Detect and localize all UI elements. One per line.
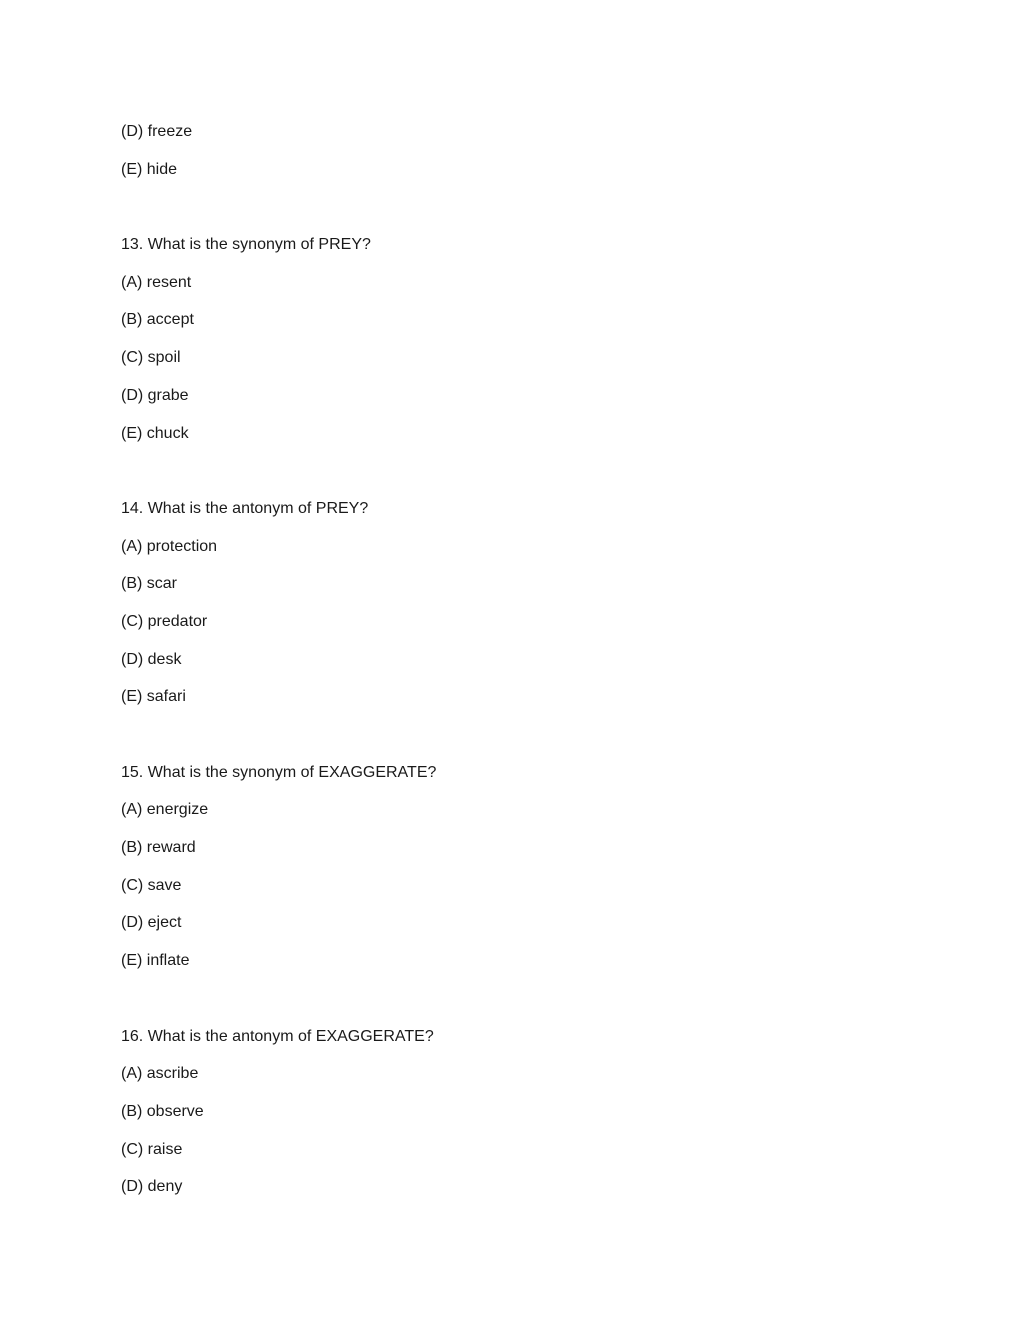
spacer: [121, 459, 901, 497]
spacer: [121, 195, 901, 233]
option-line: (D) grabe: [121, 386, 189, 404]
option-line: (A) resent: [121, 273, 192, 291]
question-block: [121, 1025, 901, 1213]
option-line: (C) save: [121, 876, 182, 894]
option-line: (D) deny: [121, 1178, 183, 1196]
question-text: 13. What is the synonym of PREY?: [121, 236, 371, 254]
option-line: (E) hide: [121, 160, 178, 178]
question-block: [121, 761, 901, 987]
option-line: (A) ascribe: [121, 1065, 199, 1083]
option-line: (A) energize: [121, 801, 209, 819]
option-line: (C) raise: [121, 1140, 183, 1158]
option-line: (D) freeze: [121, 123, 193, 140]
option-line: (B) scar: [121, 575, 177, 593]
option-line: (D) desk: [121, 650, 182, 668]
question-block: [121, 233, 901, 459]
page-content: [121, 120, 901, 1213]
spacer: [121, 723, 901, 761]
option-line: (C) predator: [121, 612, 208, 630]
option-line: (E) safari: [121, 688, 186, 706]
question-text: 14. What is the antonym of PREY?: [121, 499, 369, 517]
option-line: (E) inflate: [121, 952, 190, 970]
spacer: [121, 987, 901, 1025]
question-text: 16. What is the antonym of EXAGGERATE?: [121, 1027, 434, 1045]
option-line: (A) protection: [121, 537, 218, 555]
option-line: (B) accept: [121, 311, 194, 329]
option-line: (B) reward: [121, 839, 196, 857]
option-line: (E) chuck: [121, 424, 189, 442]
option-line: (B) observe: [121, 1102, 204, 1120]
option-line: (C) spoil: [121, 349, 181, 367]
question-text: 15. What is the synonym of EXAGGERATE?: [121, 763, 437, 781]
question-block: [121, 497, 901, 723]
option-line: (D) eject: [121, 914, 182, 932]
